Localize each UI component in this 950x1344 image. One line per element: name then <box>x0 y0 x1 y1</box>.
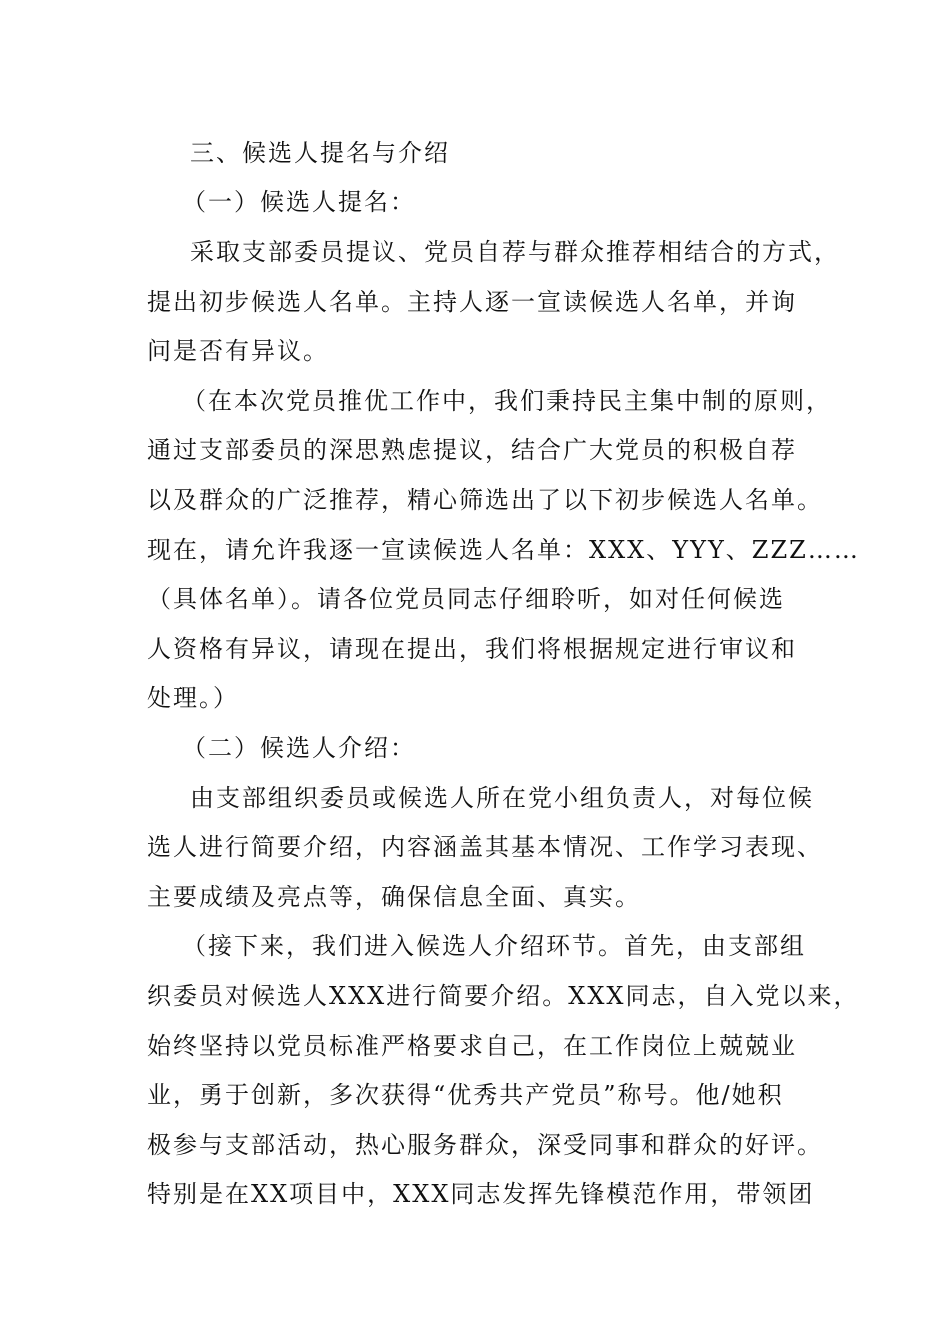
paragraph-line: 主要成绩及亮点等，确保信息全面、真实。 <box>147 883 641 911</box>
paragraph-line: 问是否有异议。 <box>147 337 329 365</box>
paragraph-line: 极参与支部活动，热心服务群众，深受同事和群众的好评。 <box>147 1131 823 1159</box>
paragraph-line: 由支部组织委员或候选人所在党小组负责人，对每位候 <box>190 784 814 812</box>
paragraph-line: 处理。） <box>147 684 239 712</box>
paragraph-line: 通过支部委员的深思熟虑提议，结合广大党员的积极自荐 <box>147 436 797 464</box>
paragraph-line: （接下来，我们进入候选人介绍环节。首先，由支部组 <box>182 932 806 960</box>
paragraph-line: 始终坚持以党员标准严格要求自己，在工作岗位上兢兢业 <box>147 1032 797 1060</box>
paragraph-line: 特别是在XX项目中，XXX同志发挥先锋模范作用，带领团 <box>147 1180 815 1208</box>
paragraph-line: （具体名单）。请各位党员同志仔细聆听，如对任何候选 <box>147 585 785 613</box>
paragraph-line: 选人进行简要介绍，内容涵盖其基本情况、工作学习表现、 <box>147 833 823 861</box>
paragraph-line: 提出初步候选人名单。主持人逐一宣读候选人名单，并询 <box>147 288 797 316</box>
paragraph-line: 业，勇于创新，多次获得“优秀共产党员”称号。他/她积 <box>147 1081 784 1109</box>
paragraph-line: 现在，请允许我逐一宣读候选人名单：XXX、YYY、ZZZ…… <box>147 536 860 564</box>
section-heading: 三、候选人提名与介绍 <box>190 139 450 167</box>
paragraph-line: 织委员对候选人XXX进行简要介绍。XXX同志，自入党以来， <box>147 982 860 1010</box>
subsection-heading: （二）候选人介绍： <box>182 734 416 762</box>
paragraph-line: 人资格有异议，请现在提出，我们将根据规定进行审议和 <box>147 635 797 663</box>
subsection-heading: （一）候选人提名： <box>182 188 416 216</box>
paragraph-line: 采取支部委员提议、党员自荐与群众推荐相结合的方式， <box>190 238 840 266</box>
paragraph-line: 以及群众的广泛推荐，精心筛选出了以下初步候选人名单。 <box>147 486 823 514</box>
paragraph-line: （在本次党员推优工作中，我们秉持民主集中制的原则， <box>182 387 832 415</box>
